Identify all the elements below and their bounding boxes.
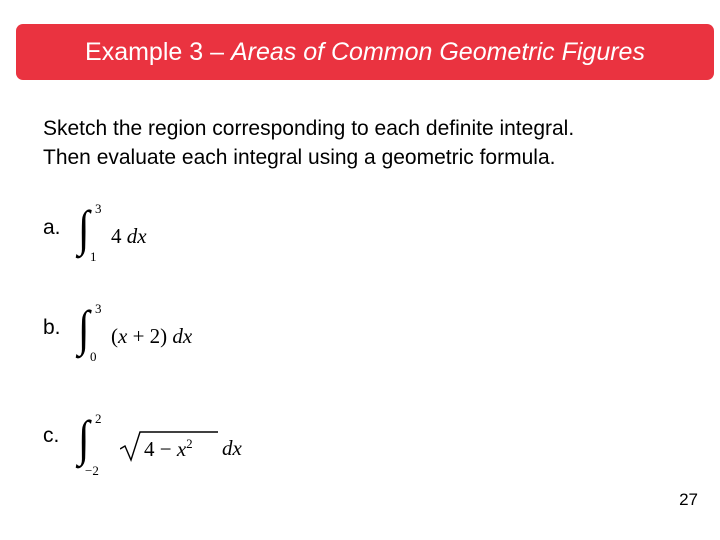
- lower-limit: 0: [90, 349, 97, 364]
- lower-limit: −2: [85, 463, 99, 478]
- page-number: 27: [679, 490, 698, 509]
- integral-b: [78, 300, 238, 365]
- upper-limit: 3: [95, 301, 102, 316]
- integral-sign: ∫: [78, 410, 90, 466]
- integral-sign: ∫: [78, 200, 90, 256]
- upper-limit: 3: [95, 201, 102, 216]
- lower-limit: 1: [90, 249, 97, 264]
- part-c-label: c.: [43, 424, 60, 447]
- radicand: $4 - x^2$: [144, 436, 193, 461]
- integral-c: [78, 410, 258, 479]
- title-topic: Areas of Common Geometric Figures: [230, 37, 645, 66]
- integrand: (x + 2) dx: [111, 324, 193, 348]
- slide-title-bar: [16, 24, 714, 80]
- instructions: [43, 114, 703, 172]
- integral-a: [78, 200, 198, 265]
- differential: dx: [222, 436, 242, 460]
- part-b-label: b.: [43, 316, 61, 339]
- instructions-line-2: Then evaluate each integral using a geometric formula.: [43, 146, 556, 169]
- integrand: 4 dx: [111, 224, 147, 248]
- upper-limit: 2: [95, 411, 102, 426]
- integral-sign: ∫: [78, 300, 90, 356]
- title-prefix: Example 3 –: [85, 37, 231, 66]
- instructions-line-1: Sketch the region corresponding to each definite integral.: [43, 117, 575, 140]
- part-a-label: a.: [43, 216, 61, 239]
